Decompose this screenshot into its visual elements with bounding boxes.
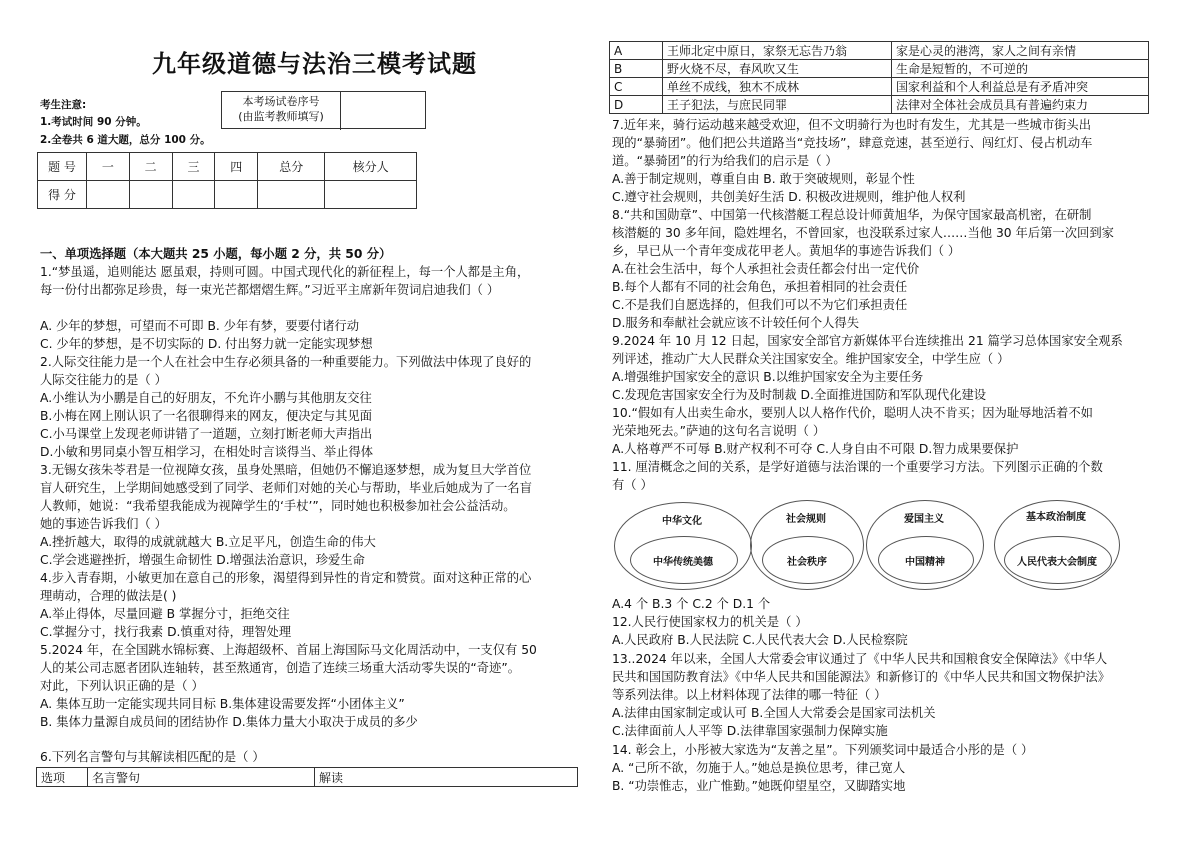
q6-meaning: 国家利益和个人利益总是有矛盾冲突 <box>892 78 1149 96</box>
question-text-line: 核潜艇的 30 多年间，隐姓埋名，不曾回家，也没联系过家人……当他 30 年后第一次回到家 <box>612 226 1114 240</box>
score-header: 三 <box>172 153 215 181</box>
question-text-line: 对此，下列认识正确的是（ ） <box>40 679 204 693</box>
question-text-line: 光荣地死去。”萨迪的这句名言说明（ ） <box>612 424 826 438</box>
score-header: 题 号 <box>38 153 87 181</box>
question-text-line: 4.步入青春期，小敏更加在意自己的形象，渴望得到异性的肯定和赞赏。面对这种正常的心 <box>40 571 532 585</box>
question-text-line: 她的事迹告诉我们（ ） <box>40 517 167 531</box>
question-text-line: D.服务和奉献社会就应该不计较任何个人得失 <box>612 316 860 330</box>
question-text-line: 乡，早已从一个青年变成花甲老人。黄旭华的事迹告诉我们（ ） <box>612 244 961 258</box>
diagram-inner-label: 人民代表大会制度 <box>1017 557 1097 568</box>
score-header: 四 <box>215 153 258 181</box>
question-text-line: B.每个人都有不同的社会角色，承担着相同的社会责任 <box>612 280 908 294</box>
q6-col-quote: 名言警句 <box>88 768 315 787</box>
question-text-line: 列评述，推动广大人民群众关注国家安全。维护国家安全，中学生应（ ） <box>612 352 1010 366</box>
question-text-line: A.4 个 B.3 个 C.2 个 D.1 个 <box>612 597 771 611</box>
question-text-line: 现的“暴骑团”。他们把公共道路当“竞技场”，肆意竞速，甚至逆行、闯红灯、侵占机动车 <box>612 136 1093 150</box>
diagram-inner-label: 中华传统美德 <box>653 557 713 568</box>
diagram-inner-label: 中国精神 <box>905 557 945 568</box>
seat-number-box <box>221 91 426 129</box>
question-text-line: A.增强维护国家安全的意识 B.以维护国家安全为主要任务 <box>612 370 924 384</box>
question-text-line: A.小维认为小鹏是自己的好朋友，不允许小鹏与其他朋友交往 <box>40 391 372 405</box>
score-cell[interactable] <box>258 181 325 209</box>
question-text-line: A. 集体互助一定能实现共同目标 B.集体建设需要发挥“小团体主义” <box>40 697 405 711</box>
question-text-line: A. “己所不欲，勿施于人。”她总是换位思考，律己宽人 <box>612 760 906 775</box>
question-text-line: A.举止得体，尽量回避 B 掌握分寸，拒绝交往 <box>40 607 290 621</box>
q6-col-option: 选项 <box>37 768 88 787</box>
q6-stem: 6.下列名言警句与其解读相匹配的是（ ） <box>40 750 265 764</box>
seat-box-label: 本考场试卷序号 <box>242 95 320 108</box>
score-header: 核分人 <box>325 153 417 181</box>
diagram-outer-label: 基本政治制度 <box>1026 512 1086 523</box>
q6-quote: 野火烧不尽，春风吹又生 <box>663 60 892 78</box>
question-text-line: A.法律由国家制定或认可 B.全国人大常委会是国家司法机关 <box>612 706 936 721</box>
question-text-line: A. 少年的梦想，可望而不可即 B. 少年有梦，要要付诸行动 <box>40 319 360 333</box>
diagram-outer-label: 爱国主义 <box>904 514 944 525</box>
q6-meaning: 家是心灵的港湾，家人之间有亲情 <box>892 42 1149 60</box>
diagram-outer-label: 中华文化 <box>662 516 702 527</box>
question-text-line: 13..2024 年以来，全国人大常委会审议通过了《中华人民共和国粮食安全保障法》《中华人 <box>612 651 1108 666</box>
q6-quote: 王子犯法，与庶民同罪 <box>663 96 892 114</box>
score-cell[interactable] <box>325 181 417 209</box>
notice-heading: 考生注意: <box>40 99 87 111</box>
question-text-line: 人际交往能力的是（ ） <box>40 373 167 387</box>
score-row-label: 得 分 <box>38 181 87 209</box>
question-text-line: C. 少年的梦想，是不切实际的 D. 付出努力就一定能实现梦想 <box>40 337 373 351</box>
question-text-line: A.人格尊严不可辱 B.财产权利不可夺 C.人身自由不可限 D.智力成果要保护 <box>612 442 1019 456</box>
question-text-line: D.小敏和男同桌小智互相学习，在相处时言谈得当、举止得体 <box>40 445 374 459</box>
question-text-line: 2.人际交往能力是一个人在社会中生存必须具备的一种重要能力。下列做法中体现了良好的 <box>40 355 532 369</box>
question-text-line: A.善于制定规则，尊重自由 B. 敢于突破规则，彰显个性 <box>612 172 915 186</box>
question-text-line: C.法律面前人人平等 D.法律靠国家强制力保障实施 <box>612 724 888 739</box>
question-text-line: 9.2024 年 10 月 12 日起，国家安全部官方新媒体平台连续推出 21 篇学习总体国家安全观系 <box>612 334 1123 348</box>
question-text-line: A.在社会生活中，每个人承担社会责任都会付出一定代价 <box>612 262 920 276</box>
question-text-line: B. 集体力量源自成员间的团结协作 D.集体力量大小取决于成员的多少 <box>40 715 418 729</box>
question-text-line: 14. 彰会上，小彤被大家选为“友善之星”。下列颁奖词中最适合小彤的是（ ） <box>612 742 1034 757</box>
question-text-line: B. “功崇惟志，业广惟勤。”她既仰望星空，又脚踏实地 <box>612 779 906 793</box>
question-text-line: 3.无锡女孩朱苓君是一位视障女孩，虽身处黑暗，但她仍不懈追逐梦想，成为复旦大学首位 <box>40 463 532 477</box>
q6-option: C <box>610 78 663 96</box>
score-cell[interactable] <box>87 181 130 209</box>
question-text-line: 等系列法律。以上材料体现了法律的哪一特征（ ） <box>612 688 887 702</box>
question-text-line: 一、单项选择题（本大题共 25 小题，每小题 2 分，共 50 分） <box>40 247 392 261</box>
q6-option: A <box>610 42 663 60</box>
question-text-line: 盲人研究生，上学期间她感受到了同学、老师们对她的关心与帮助，毕业后她成为了一名盲 <box>40 481 532 495</box>
question-text-line: A.挫折越大，取得的成就就越大 B.立足平凡，创造生命的伟大 <box>40 535 376 549</box>
concept-diagram <box>610 498 1150 594</box>
question-text-line: C.遵守社会规则，共创美好生活 D. 积极改进规则，维护他人权利 <box>612 190 966 204</box>
diagram-inner-label: 社会秩序 <box>787 557 827 568</box>
question-text-line: C.不是我们自愿选择的，但我们可以不为它们承担责任 <box>612 298 908 312</box>
question-text-line: 民共和国国防教育法》《中华人民共和国能源法》和新修订的《中华人民共和国文物保护法》 <box>612 669 1111 684</box>
question-text-line: 11. 厘清概念之间的关系，是学好道德与法治课的一个重要学习方法。下列图示正确的个数 <box>612 460 1103 474</box>
score-header: 一 <box>87 153 130 181</box>
question-text-line: 7.近年来，骑行运动越来越受欢迎，但不文明骑行为也时有发生，尤其是一些城市街头出 <box>612 118 1092 132</box>
score-header: 二 <box>129 153 172 181</box>
score-cell[interactable] <box>129 181 172 209</box>
q6-quote: 单丝不成线，独木不成林 <box>663 78 892 96</box>
q6-col-meaning: 解读 <box>315 768 578 787</box>
q6-meaning: 生命是短暂的，不可逆的 <box>892 60 1149 78</box>
page-title: 九年级道德与法治三模考试题 <box>152 49 477 78</box>
question-text-line: C.发现危害国家安全行为及时制裁 D.全面推进国防和军队现代化建设 <box>612 388 987 402</box>
question-text-line: 12.人民行使国家权力的机关是（ ） <box>612 615 808 630</box>
q6-option: D <box>610 96 663 114</box>
question-text-line: 有（ ） <box>612 478 653 492</box>
score-header: 总分 <box>258 153 325 181</box>
question-text-line: B.小梅在网上刚认识了一名很聊得来的网友，便决定与其见面 <box>40 409 373 423</box>
question-text-line: C.掌握分寸，找行我素 D.慎重对待，理智处理 <box>40 625 292 639</box>
seat-box-note: (由监考教师填写) <box>238 110 324 123</box>
question-text-line: 8.“共和国勋章”、中国第一代核潜艇工程总设计师黄旭华，为保守国家最高机密，在研制 <box>612 208 1092 222</box>
question-text-line: 每一份付出都弥足珍贵，每一束光芒都熠熠生辉。”习近平主席新年贺词启迪我们（ ） <box>40 283 500 297</box>
question-text-line: 1.“梦虽遥，追则能达 愿虽艰，持则可圆。中国式现代化的新征程上，每一个人都是主角， <box>40 265 530 279</box>
q6-quote: 王师北定中原日，家祭无忘告乃翁 <box>663 42 892 60</box>
question-text-line: 10.“假如有人出卖生命水，要别人以人格作代价，聪明人决不肯买；因为耻辱地活着不如 <box>612 406 1093 420</box>
notice-item: 2.全卷共 6 道大题，总分 100 分。 <box>40 134 211 146</box>
diagram-outer-label: 社会规则 <box>786 514 826 525</box>
q6-header-table <box>36 767 578 787</box>
question-text-line: C.小马课堂上发现老师讲错了一道题，立刻打断老师大声指出 <box>40 427 373 441</box>
question-text-line: A.人民政府 B.人民法院 C.人民代表大会 D.人民检察院 <box>612 633 908 648</box>
notice-item: 1.考试时间 90 分钟。 <box>40 116 147 128</box>
score-cell[interactable] <box>172 181 215 209</box>
q6-option: B <box>610 60 663 78</box>
question-text-line: 人的某公司志愿者团队连轴转，甚至熬通宵，创造了连续三场重大活动零失误的“奇迹”。 <box>40 661 521 675</box>
question-text-line: 5.2024 年，在全国跳水锦标赛、上海超级杯、首届上海国际马文化周活动中，一支仅有 50 <box>40 643 537 657</box>
score-cell[interactable] <box>215 181 258 209</box>
question-text-line: 道。“暴骑团”的行为给我们的启示是（ ） <box>612 154 838 168</box>
question-text-line: C.学会逃避挫折，增强生命韧性 D.增强法治意识，珍爱生命 <box>40 553 365 567</box>
q6-options-table <box>609 41 1149 114</box>
score-table <box>37 152 417 209</box>
q6-meaning: 法律对全体社会成员具有普遍约束力 <box>892 96 1149 114</box>
question-text-line: 理萌动，合理的做法是( ) <box>40 589 177 603</box>
question-text-line: 人教师，她说：“我希望我能成为视障学生的‘手杖’”，同时她也积极参加社会公益活动。 <box>40 499 516 513</box>
